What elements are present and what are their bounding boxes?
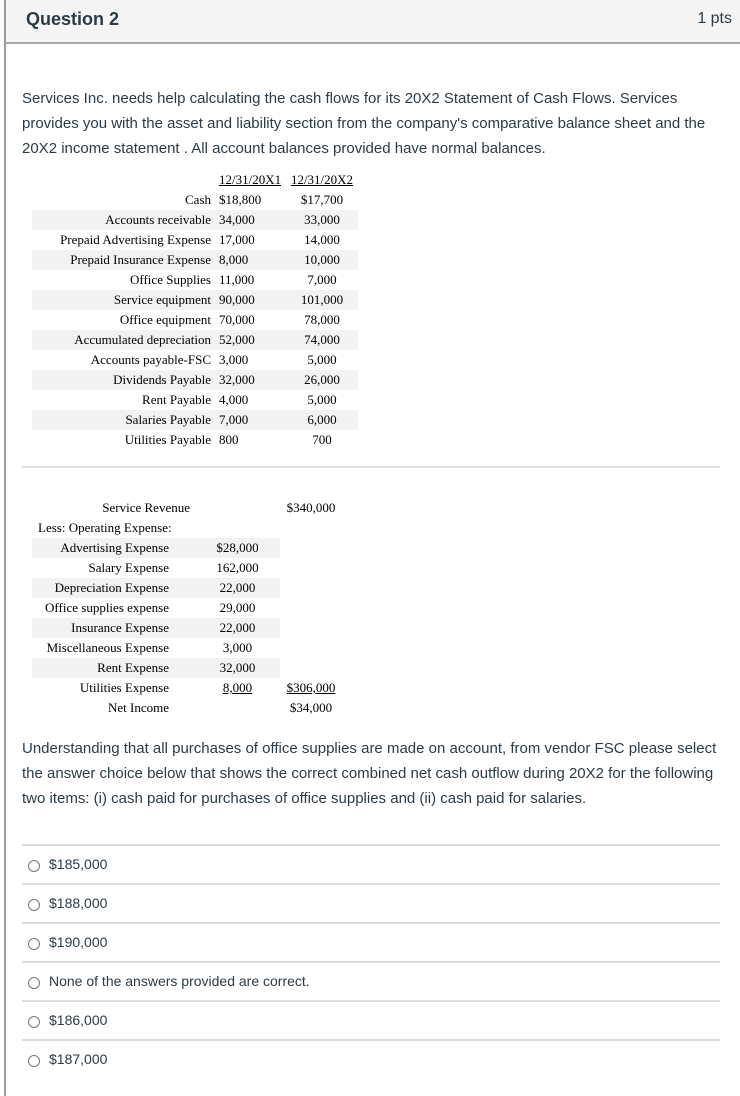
bs-value-20x2: 5,000 — [307, 392, 337, 407]
bs-label: Prepaid Advertising Expense — [60, 232, 211, 247]
expense-label: Advertising Expense — [32, 538, 195, 558]
expense-label: Rent Expense — [32, 658, 195, 678]
bs-label: Office Supplies — [130, 272, 211, 287]
bs-value-20x2: 14,000 — [304, 232, 340, 247]
answer-option[interactable] — [22, 1039, 720, 1078]
bs-row — [32, 410, 358, 430]
radio-button[interactable] — [28, 977, 40, 989]
bs-label: Dividends Payable — [32, 370, 216, 390]
bs-row — [32, 310, 358, 330]
bs-value-20x1: 11,000 — [219, 272, 255, 287]
answer-option[interactable] — [22, 922, 720, 961]
revenue-value: $340,000 — [286, 500, 336, 515]
answer-label: $187,000 — [49, 1051, 108, 1067]
expense-amount: 3,000 — [222, 640, 253, 655]
radio-button[interactable] — [28, 1055, 40, 1067]
bs-label: Salaries Payable — [32, 410, 216, 430]
question-points: 1 pts — [697, 10, 732, 27]
bs-row — [32, 230, 358, 250]
net-income-value: $34,000 — [289, 700, 333, 715]
expense-row — [32, 538, 342, 558]
bs-label: Office equipment — [119, 312, 211, 327]
question-header — [6, 0, 740, 44]
answer-label: $186,000 — [49, 1012, 108, 1028]
radio-button[interactable] — [28, 1016, 40, 1028]
empty-cell — [280, 638, 342, 658]
answer-option[interactable] — [22, 1000, 720, 1039]
answer-label: $188,000 — [49, 895, 108, 911]
bs-label: Prepaid Insurance Expense — [32, 250, 216, 270]
expense-row — [32, 598, 342, 618]
expense-amount: 22,000 — [195, 578, 280, 598]
empty-cell — [280, 658, 342, 678]
bs-label: Utilities Payable — [124, 432, 211, 447]
question-text: Understanding that all purchases of office supplies are made on account, from vendor FSC please select the answer choice below that shows the correct combined net cash outflow during 20X2 for the following two items: (i) cash paid for purchases of office supplies and (ii) cash paid for salaries. — [22, 740, 717, 807]
question-title: Question 2 — [26, 9, 120, 29]
expense-row — [32, 558, 342, 578]
bs-value-20x1: 800 — [219, 432, 239, 447]
bs-value-20x1: 32,000 — [216, 370, 286, 390]
expense-label: Salary Expense — [88, 560, 169, 575]
bs-label: Accumulated depreciation — [32, 330, 216, 350]
net-income-label: Net Income — [107, 700, 169, 715]
radio-button[interactable] — [28, 899, 40, 911]
bs-label: Accounts receivable — [32, 210, 216, 230]
expense-label: Office supplies expense — [45, 600, 169, 615]
bs-value-20x2: 33,000 — [286, 210, 358, 230]
bs-value-20x2: 10,000 — [286, 250, 358, 270]
expense-amount: 29,000 — [219, 600, 256, 615]
answer-option[interactable] — [22, 844, 720, 883]
answer-label: None of the answers provided are correct. — [49, 973, 310, 989]
expense-amount: 32,000 — [195, 658, 280, 678]
bs-value-20x1: $18,800 — [219, 192, 262, 207]
bs-row — [32, 270, 358, 290]
expense-label: Insurance Expense — [32, 618, 195, 638]
income-statement-table — [32, 498, 342, 718]
expense-label: Depreciation Expense — [32, 578, 195, 598]
bs-value-20x1: 7,000 — [216, 410, 286, 430]
bs-label: Cash — [185, 192, 211, 207]
bs-row — [32, 430, 358, 450]
bs-row — [32, 330, 358, 350]
expense-amount: 162,000 — [216, 560, 259, 575]
total-expenses: $306,000 — [280, 678, 342, 698]
bs-row — [32, 370, 358, 390]
bs-header-20x2: 12/31/20X2 — [290, 172, 354, 187]
expense-amount: $28,000 — [195, 538, 280, 558]
bs-row — [32, 390, 358, 410]
radio-button[interactable] — [28, 860, 40, 872]
bs-value-20x2: 6,000 — [286, 410, 358, 430]
answer-label: $185,000 — [49, 856, 108, 872]
bs-row — [32, 210, 358, 230]
radio-button[interactable] — [28, 938, 40, 950]
intro-text: Services Inc. needs help calculating the cash flows for its 20X2 Statement of Cash Flows. Services provides you with the asset and liability section from the company's comparative balance sheet and the 20X2 income statement . All account balances provided have normal balances. — [22, 90, 706, 157]
expense-label: Miscellaneous Expense — [46, 640, 169, 655]
bs-label: Rent Payable — [142, 392, 211, 407]
divider — [22, 466, 720, 468]
expense-amount: 8,000 — [222, 680, 253, 695]
bs-label: Accounts payable-FSC — [90, 352, 211, 367]
bs-value-20x2: 101,000 — [286, 290, 358, 310]
bs-value-20x1: 90,000 — [216, 290, 286, 310]
expense-row — [32, 678, 342, 698]
bs-label: Service equipment — [32, 290, 216, 310]
bs-value-20x2: 5,000 — [307, 352, 337, 367]
answer-option[interactable] — [22, 883, 720, 922]
bs-value-20x2: $17,700 — [300, 192, 344, 207]
bs-value-20x2: 700 — [312, 432, 332, 447]
bs-row — [32, 290, 358, 310]
less-label: Less: Operating Expense: — [38, 520, 172, 535]
answer-label: $190,000 — [49, 934, 108, 950]
empty-cell — [280, 598, 342, 618]
balance-sheet-table — [32, 170, 358, 450]
bs-row — [32, 350, 358, 370]
expense-label: Utilities Expense — [79, 680, 169, 695]
expense-row — [32, 578, 342, 598]
expense-row — [32, 638, 342, 658]
bs-value-20x1: 4,000 — [219, 392, 249, 407]
bs-row — [32, 250, 358, 270]
bs-value-20x1: 8,000 — [216, 250, 286, 270]
bs-value-20x2: 74,000 — [286, 330, 358, 350]
empty-cell — [280, 538, 342, 558]
bs-value-20x1: 70,000 — [219, 312, 255, 327]
bs-value-20x1: 3,000 — [219, 352, 249, 367]
bs-row — [32, 190, 358, 210]
bs-value-20x1: 52,000 — [216, 330, 286, 350]
empty-cell — [280, 578, 342, 598]
bs-value-20x2: 7,000 — [307, 272, 337, 287]
answer-option[interactable] — [22, 961, 720, 1000]
expense-row — [32, 618, 342, 638]
empty-cell — [280, 618, 342, 638]
bs-value-20x2: 78,000 — [304, 312, 340, 327]
bs-value-20x1: 34,000 — [216, 210, 286, 230]
empty-cell — [280, 558, 342, 578]
bs-header-20x1: 12/31/20X1 — [219, 172, 282, 187]
expense-amount: 22,000 — [195, 618, 280, 638]
bs-value-20x2: 26,000 — [286, 370, 358, 390]
bs-value-20x1: 17,000 — [219, 232, 255, 247]
expense-row — [32, 658, 342, 678]
revenue-label: Service Revenue — [102, 500, 190, 515]
